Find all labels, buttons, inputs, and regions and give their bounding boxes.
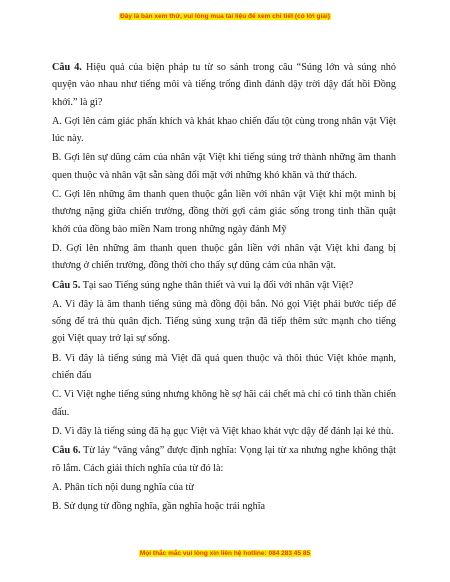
question-text: Tại sao Tiếng súng nghe thân thiết và vui lạ đối với nhân vật Việt? — [82, 279, 354, 291]
question-4 — [52, 59, 396, 111]
question-label: Câu 6. — [52, 445, 81, 457]
question-label: Câu 4. — [52, 62, 82, 73]
option-a: A. Gợi lên cảm giác phấn khích và khát khao chiến đấu tột cùng trong nhân vật Việt lúc này. — [52, 115, 396, 145]
hotline-notice-text: Mọi thắc mắc vui lòng xin liên hệ hotline: 084 283 45 85 — [139, 550, 311, 557]
option-a: A. Vì đây là âm thanh tiếng súng mà đồng đội bắn. Nó gọi Việt phải bước tiếp để sống để trả thù quân địch. Tiếng súng xung trận đã tiếp thêm sức mạnh cho tiếng gọi Việt quay trở lại sự sống. — [52, 298, 396, 345]
option-a: A. Phân tích nội dung nghĩa của từ — [52, 481, 194, 493]
option-c: C. Gợi lên những âm thanh quen thuộc gắn liền với nhân vật Việt khi một mình bị thương nặng giữa chiến trường, đồng thời gợi cảm giác sống trong tinh thần quật khởi của đồng bào miền Nam trong những ngày đánh Mỹ — [52, 189, 396, 235]
option-d: D. Gợi lên những âm thanh quen thuộc gắn liền với nhân vật Việt khi đang bị thương ở chiến trường, đồng thời cho thấy sự dũng cảm của nhân vật. — [52, 242, 396, 272]
option-b: B. Vì đây là tiếng súng mà Việt đã quá quen thuộc và thôi thúc Việt khỏe mạnh, chiến đấu — [52, 352, 396, 382]
option-c: C. Vì Việt nghe tiếng súng nhưng không hề sợ hãi cái chết mà chỉ có tinh thần chiến đấu. — [52, 389, 396, 418]
option-b: B. Sử dụng từ đồng nghĩa, gần nghĩa hoặc trái nghĩa — [52, 501, 266, 513]
question-label: Câu 5. — [52, 279, 81, 291]
question-5 — [52, 277, 396, 294]
option-b: B. Gợi lên sự dũng cảm của nhân vật Việt khi tiếng súng trở thành những âm thanh quen thuộc và nhân vật sẵn sàng đối mặt với những khó khăn và thử thách. — [52, 152, 396, 181]
question-text: Từ láy “văng vẳng” được định nghĩa: Vọng lại từ xa nhưng nghe không thật rõ lắm. Cách giải thích nghĩa của từ đó là: — [52, 445, 396, 474]
preview-notice-text: Đây là bản xem thử, vui lòng mua tài liệu để xem chi tiết (có lời giải) — [120, 13, 330, 20]
document-body — [52, 59, 396, 517]
preview-notice — [0, 13, 450, 20]
question-6 — [52, 442, 396, 477]
option-d: D. Vì đây là tiếng súng đã hạ gục Việt và Việt khao khát vực dậy để đánh lại kẻ thù. — [52, 425, 394, 437]
question-text: Hiệu quả của biện pháp tu từ so sánh trong câu “Súng lớn và súng nhỏ quyện vào nhau như tiếng môi và tiếng trống đình đánh dậy trời dậy đất hồi Đồng khởi.” là gì? — [52, 62, 396, 108]
hotline-notice — [0, 550, 450, 557]
